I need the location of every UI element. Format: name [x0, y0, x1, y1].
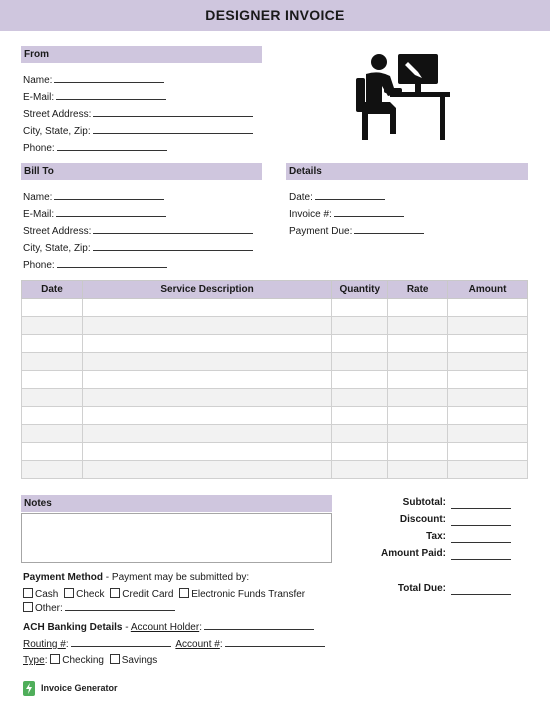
- col-rate: Rate: [388, 281, 448, 299]
- designer-at-desk-icon: [352, 52, 452, 142]
- table-row: [22, 425, 528, 443]
- col-quantity: Quantity: [332, 281, 388, 299]
- quantity-cell[interactable]: [332, 353, 388, 371]
- amount-cell[interactable]: [448, 461, 528, 479]
- table-row: [22, 389, 528, 407]
- rate-cell[interactable]: [388, 335, 448, 353]
- subtotal-label: Subtotal:: [402, 497, 446, 508]
- savings-checkbox[interactable]: [110, 654, 120, 664]
- from-name-field[interactable]: Name:: [23, 73, 164, 86]
- quantity-cell[interactable]: [332, 371, 388, 389]
- credit-card-label: Credit Card: [122, 589, 174, 600]
- cash-checkbox[interactable]: [23, 588, 33, 598]
- items-table: [21, 280, 528, 479]
- other-label: Other:: [35, 603, 63, 614]
- from-city-field[interactable]: City, State, Zip:: [23, 124, 253, 137]
- table-row: [22, 317, 528, 335]
- rate-cell[interactable]: [388, 317, 448, 335]
- table-row: [22, 443, 528, 461]
- date-cell[interactable]: [22, 299, 83, 317]
- description-cell[interactable]: [82, 389, 331, 407]
- details-header: Details: [286, 163, 528, 180]
- description-cell[interactable]: [82, 461, 331, 479]
- amount-cell[interactable]: [448, 371, 528, 389]
- quantity-cell[interactable]: [332, 407, 388, 425]
- date-cell[interactable]: [22, 425, 83, 443]
- from-email-field[interactable]: E-Mail:: [23, 90, 166, 103]
- quantity-cell[interactable]: [332, 461, 388, 479]
- ach-type-row: Type: Checking Savings: [23, 655, 158, 666]
- ach-holder-row: ACH Banking Details - Account Holder:: [23, 620, 314, 633]
- footer-brand: Invoice Generator: [41, 683, 118, 693]
- billto-name-field[interactable]: Name:: [23, 190, 164, 203]
- amount-cell[interactable]: [448, 407, 528, 425]
- table-row: [22, 461, 528, 479]
- rate-cell[interactable]: [388, 443, 448, 461]
- col-date: Date: [22, 281, 83, 299]
- date-cell[interactable]: [22, 443, 83, 461]
- notes-box[interactable]: [21, 513, 332, 563]
- quantity-cell[interactable]: [332, 335, 388, 353]
- quantity-cell[interactable]: [332, 443, 388, 461]
- amount-cell[interactable]: [448, 425, 528, 443]
- table-row: [22, 371, 528, 389]
- from-phone-field[interactable]: Phone:: [23, 141, 167, 154]
- date-cell[interactable]: [22, 353, 83, 371]
- description-cell[interactable]: [82, 353, 331, 371]
- account-holder-field[interactable]: [204, 620, 314, 630]
- description-cell[interactable]: [82, 299, 331, 317]
- table-row: [22, 335, 528, 353]
- details-invoice-field[interactable]: Invoice #:: [289, 207, 404, 220]
- payment-method-line: Payment Method - Payment may be submitted by:: [23, 572, 250, 583]
- date-cell[interactable]: [22, 389, 83, 407]
- discount-label: Discount:: [399, 514, 446, 525]
- rate-cell[interactable]: [388, 425, 448, 443]
- total-due-field[interactable]: [451, 594, 511, 595]
- bill-to-header: Bill To: [21, 163, 262, 180]
- payment-other-row: [23, 601, 175, 614]
- billto-email-field[interactable]: E-Mail:: [23, 207, 166, 220]
- table-row: [22, 353, 528, 371]
- tax-label: Tax:: [426, 531, 446, 542]
- amount-cell[interactable]: [448, 389, 528, 407]
- rate-cell[interactable]: [388, 407, 448, 425]
- payment-options-row: [23, 588, 305, 601]
- amount-cell[interactable]: [448, 443, 528, 461]
- subtotal-field[interactable]: [451, 508, 511, 509]
- quantity-cell[interactable]: [332, 299, 388, 317]
- amount-paid-label: Amount Paid:: [381, 548, 446, 559]
- date-cell[interactable]: [22, 317, 83, 335]
- invoice-generator-logo-icon: [23, 681, 35, 696]
- cash-label: Cash: [35, 589, 59, 600]
- table-row: [22, 407, 528, 425]
- credit-card-checkbox[interactable]: [110, 588, 120, 598]
- billto-phone-field[interactable]: Phone:: [23, 258, 167, 271]
- eft-label: Electronic Funds Transfer: [191, 589, 306, 600]
- details-date-field[interactable]: Date:: [289, 190, 385, 203]
- details-payment-due-field[interactable]: Payment Due:: [289, 224, 424, 237]
- date-cell[interactable]: [22, 335, 83, 353]
- account-number-field[interactable]: [225, 637, 325, 647]
- description-cell[interactable]: [82, 425, 331, 443]
- date-cell[interactable]: [22, 371, 83, 389]
- date-cell[interactable]: [22, 407, 83, 425]
- description-cell[interactable]: [82, 335, 331, 353]
- check-checkbox[interactable]: [64, 588, 74, 598]
- table-row: [22, 299, 528, 317]
- discount-field[interactable]: [451, 525, 511, 526]
- amount-cell[interactable]: [448, 317, 528, 335]
- quantity-cell[interactable]: [332, 317, 388, 335]
- billto-street-field[interactable]: Street Address:: [23, 224, 253, 237]
- description-cell[interactable]: [82, 317, 331, 335]
- total-due-label: Total Due:: [397, 583, 446, 594]
- table-header-row: [22, 281, 528, 299]
- ach-routing-row: Routing #: Account #:: [23, 637, 325, 650]
- date-cell[interactable]: [22, 461, 83, 479]
- checking-checkbox[interactable]: [50, 654, 60, 664]
- col-amount: Amount: [448, 281, 528, 299]
- rate-cell[interactable]: [388, 299, 448, 317]
- description-cell[interactable]: [82, 371, 331, 389]
- from-street-field[interactable]: Street Address:: [23, 107, 253, 120]
- rate-cell[interactable]: [388, 461, 448, 479]
- other-checkbox[interactable]: [23, 602, 33, 612]
- quantity-cell[interactable]: [332, 389, 388, 407]
- amount-paid-field[interactable]: [451, 559, 511, 560]
- other-field[interactable]: [65, 601, 175, 611]
- from-header: From: [21, 46, 262, 63]
- quantity-cell[interactable]: [332, 425, 388, 443]
- tax-field[interactable]: [451, 542, 511, 543]
- checking-label: Checking: [62, 655, 104, 666]
- rate-cell[interactable]: [388, 389, 448, 407]
- notes-header: Notes: [21, 495, 332, 512]
- rate-cell[interactable]: [388, 371, 448, 389]
- check-label: Check: [76, 589, 105, 600]
- eft-checkbox[interactable]: [179, 588, 189, 598]
- savings-label: Savings: [121, 655, 158, 666]
- amount-cell[interactable]: [448, 353, 528, 371]
- col-service-description: Service Description: [82, 281, 331, 299]
- billto-city-field[interactable]: City, State, Zip:: [23, 241, 253, 254]
- page-title: DESIGNER INVOICE: [205, 7, 345, 23]
- routing-field[interactable]: [71, 637, 171, 647]
- amount-cell[interactable]: [448, 335, 528, 353]
- amount-cell[interactable]: [448, 299, 528, 317]
- rate-cell[interactable]: [388, 353, 448, 371]
- description-cell[interactable]: [82, 407, 331, 425]
- description-cell[interactable]: [82, 443, 331, 461]
